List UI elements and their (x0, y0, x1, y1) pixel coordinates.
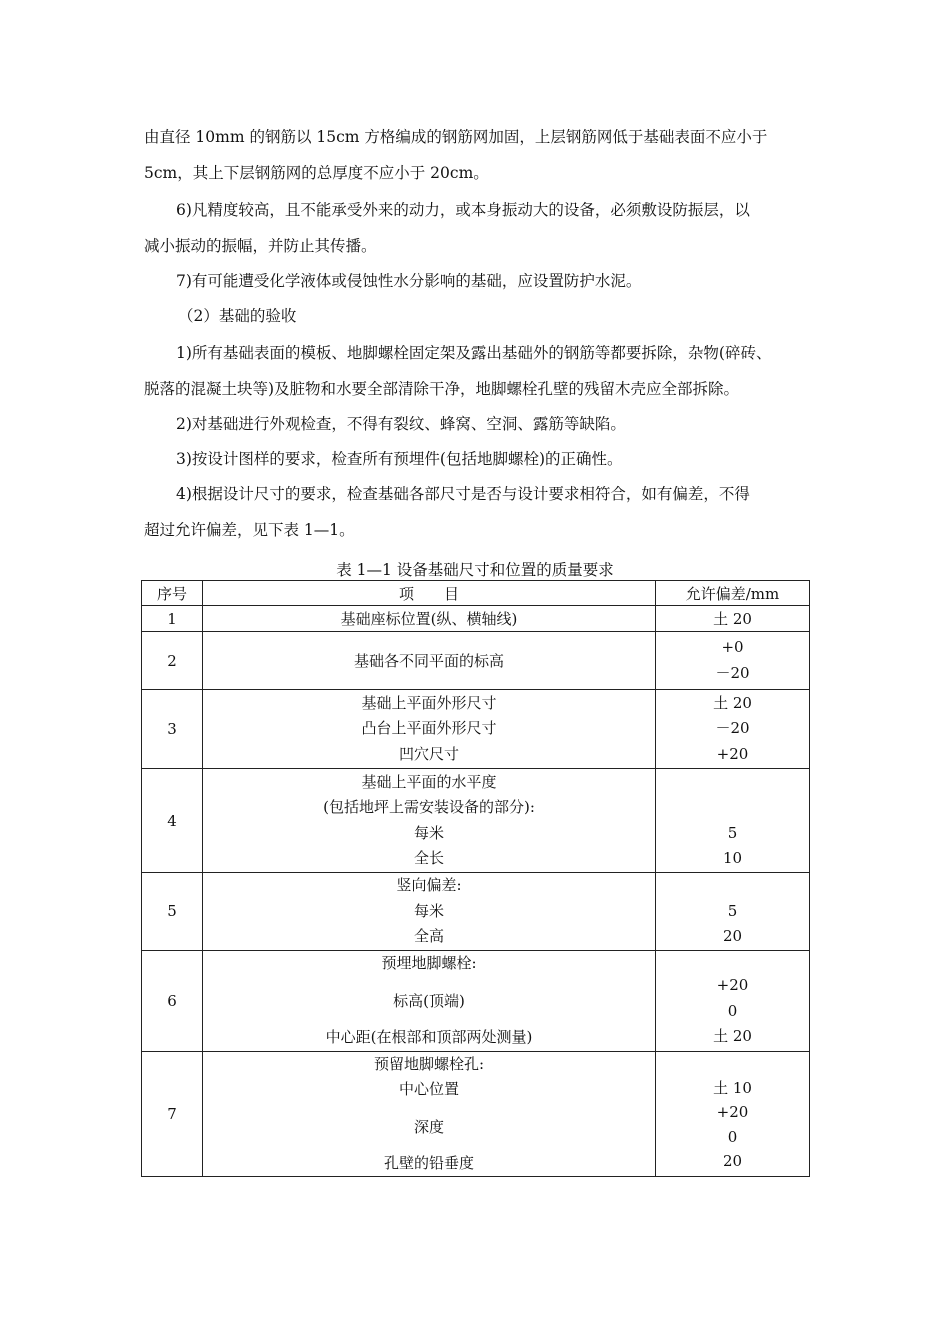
item-line: 预留地脚螺栓孔: (373, 1054, 485, 1073)
item-line: 预埋地脚螺栓: (381, 954, 477, 972)
row-tolerance (656, 1051, 810, 1177)
item-line: 基础上平面外形尺寸 (361, 693, 497, 712)
tolerance-line: +20 (716, 1103, 749, 1122)
row-item: 基础座标位置(纵、横轴线) (203, 606, 656, 632)
table-row (142, 690, 810, 769)
table-row (142, 950, 810, 1051)
item-line: 每米 (413, 823, 444, 842)
paragraph-line: 2)对基础进行外观检查，不得有裂纹、蜂窝、空洞、露筋等缺陷。 (176, 415, 626, 433)
item-line: 全长 (413, 849, 444, 867)
row-no: 6 (142, 950, 203, 1051)
row-tolerance (656, 873, 810, 951)
paragraph-line: 7)有可能遭受化学液体或侵蚀性水分影响的基础，应设置防护水泥。 (176, 272, 642, 290)
row-item (203, 873, 656, 951)
item-line: 全高 (413, 927, 444, 945)
tolerance-line: 20 (722, 1152, 743, 1171)
table-row (142, 1051, 810, 1177)
row-tolerance (656, 769, 810, 873)
tolerance-line: 土 10 (713, 1078, 752, 1097)
quality-requirements-table (141, 580, 810, 1177)
paragraph-line: 3)按设计图样的要求，检查所有预埋件(包括地脚螺栓)的正确性。 (176, 450, 623, 468)
row-tolerance (656, 690, 810, 769)
item-line: 凹穴尺寸 (398, 744, 459, 763)
tolerance-line (656, 873, 809, 899)
tolerance-line: +20 (716, 744, 749, 763)
item-line: 标高(顶端) (393, 991, 465, 1010)
row-no: 7 (142, 1051, 203, 1177)
tolerance-line: 5 (727, 823, 738, 842)
tolerance-line: －20 (715, 663, 750, 682)
item-line: 凸台上平面外形尺寸 (361, 719, 497, 738)
tolerance-line: －20 (715, 719, 750, 738)
tolerance-line: +0 (721, 638, 744, 656)
paragraph-line: 4)根据设计尺寸的要求，检查基础各部尺寸是否与设计要求相符合，如有偏差，不得 (176, 485, 750, 503)
table-header-row (142, 581, 810, 606)
tolerance-line: 10 (722, 849, 743, 867)
tolerance-line (656, 795, 809, 821)
item-line: 基础上平面的水平度 (361, 772, 497, 791)
paragraph-line: 脱落的混凝土块等)及脏物和水要全部清除干净，地脚螺栓孔壁的残留木壳应全部拆除。 (144, 380, 740, 398)
item-line: 中心位置 (398, 1080, 459, 1098)
tolerance-line: 5 (727, 901, 738, 920)
item-line: 竖向偏差: (396, 876, 462, 894)
row-item: 基础各不同平面的标高 (203, 632, 656, 690)
item-line: 深度 (413, 1117, 444, 1136)
section-heading: （2）基础的验收 (178, 307, 297, 325)
row-item (203, 690, 656, 769)
header-no: 序号 (142, 581, 203, 606)
row-tolerance: 土 20 (656, 606, 810, 632)
tolerance-line: 0 (727, 1127, 738, 1146)
header-tolerance: 允许偏差/mm (656, 581, 810, 606)
row-tolerance (656, 950, 810, 1051)
row-item (203, 1051, 656, 1177)
row-no: 4 (142, 769, 203, 873)
paragraph-line: 由直径 10mm 的钢筋以 15cm 方格编成的钢筋网加固，上层钢筋网低于基础表面不应小于 (144, 128, 768, 146)
row-item (203, 769, 656, 873)
item-line: 中心距(在根部和顶部两处测量) (325, 1027, 533, 1046)
tolerance-line: 0 (727, 1001, 738, 1020)
tolerance-line: 土 20 (713, 1027, 752, 1046)
paragraph-line: 5cm，其上下层钢筋网的总厚度不应小于 20cm。 (144, 164, 489, 182)
item-line: 孔壁的铅垂度 (383, 1153, 474, 1172)
table-caption: 表 1—1 设备基础尺寸和位置的质量要求 (336, 561, 614, 579)
item-line: (包括地坪上需安装设备的部分): (323, 798, 535, 816)
table-row (142, 873, 810, 951)
tolerance-line: +20 (716, 976, 749, 995)
table-row (142, 606, 810, 632)
row-tolerance (656, 632, 810, 690)
table-row (142, 769, 810, 873)
header-item: 项 目 (203, 581, 656, 606)
paragraph-line: 1)所有基础表面的模板、地脚螺栓固定架及露出基础外的钢筋等都要拆除，杂物(碎砖、 (176, 344, 772, 362)
item-line: 每米 (413, 901, 444, 920)
row-no: 1 (142, 606, 203, 632)
tolerance-line (656, 770, 809, 796)
row-no: 3 (142, 690, 203, 769)
tolerance-line: 土 20 (713, 693, 752, 712)
row-no: 2 (142, 632, 203, 690)
row-item (203, 950, 656, 1051)
paragraph-line: 6)凡精度较高，且不能承受外来的动力，或本身振动大的设备，必须敷设防振层，以 (176, 201, 750, 219)
paragraph-line: 超过允许偏差，见下表 1—1。 (144, 521, 355, 539)
row-no: 5 (142, 873, 203, 951)
table-row (142, 632, 810, 690)
paragraph-line: 减小振动的振幅，并防止其传播。 (144, 237, 377, 255)
tolerance-line: 20 (722, 927, 743, 945)
